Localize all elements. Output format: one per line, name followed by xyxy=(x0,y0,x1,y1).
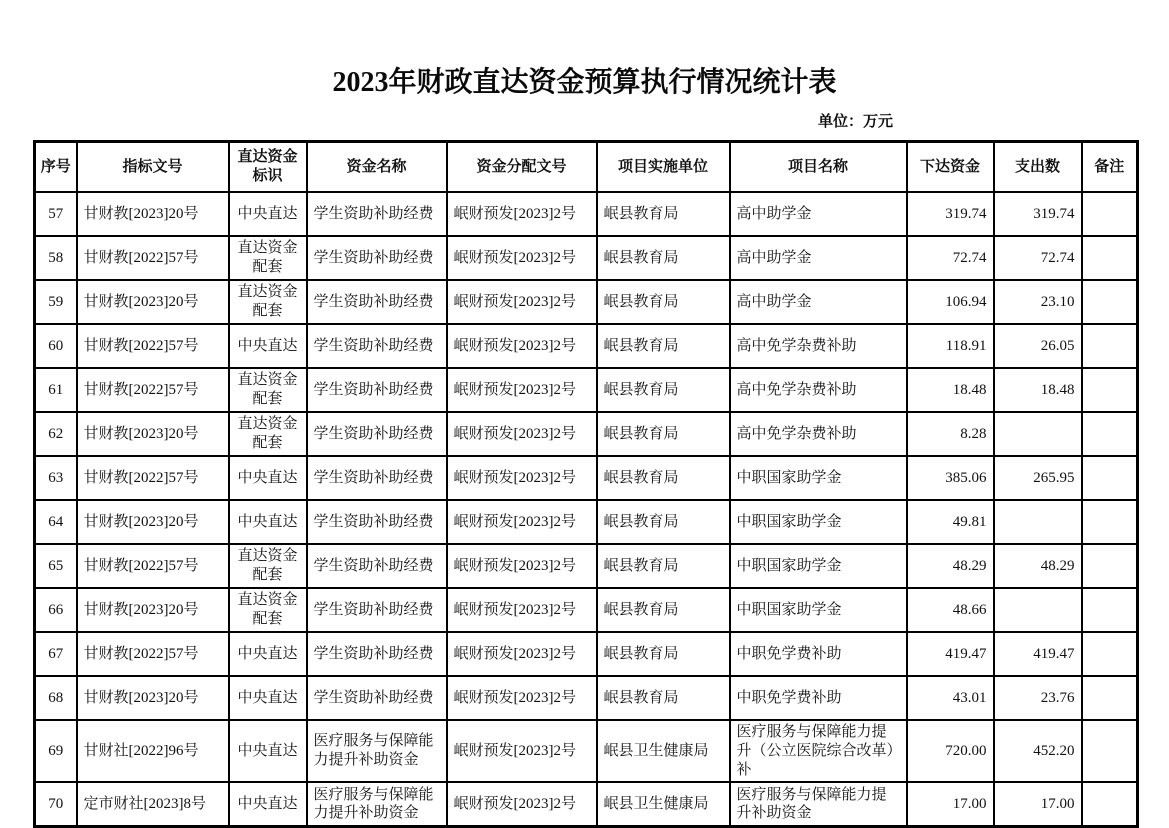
table-row xyxy=(35,324,1138,368)
cell-seq: 64 xyxy=(35,500,77,544)
table-row xyxy=(35,500,1138,544)
cell-impl-unit: 岷县教育局 xyxy=(597,368,730,412)
cell-allocated: 118.91 xyxy=(907,324,994,368)
cell-fund-name: 学生资助补助经费 xyxy=(307,544,447,588)
cell-alloc-doc-no: 岷财预发[2023]2号 xyxy=(447,720,597,782)
cell-doc-no: 甘财教[2023]20号 xyxy=(77,588,229,632)
cell-alloc-doc-no: 岷财预发[2023]2号 xyxy=(447,236,597,280)
cell-doc-no: 甘财教[2022]57号 xyxy=(77,544,229,588)
cell-impl-unit: 岷县教育局 xyxy=(597,280,730,324)
cell-fund-flag: 中央直达 xyxy=(229,500,307,544)
cell-project-name: 医疗服务与保障能力提升（公立医院综合改革）补 xyxy=(730,720,907,782)
cell-fund-flag: 中央直达 xyxy=(229,192,307,236)
cell-remark xyxy=(1082,782,1138,827)
table-row xyxy=(35,280,1138,324)
cell-allocated: 106.94 xyxy=(907,280,994,324)
cell-seq: 69 xyxy=(35,720,77,782)
cell-alloc-doc-no: 岷财预发[2023]2号 xyxy=(447,544,597,588)
table-row xyxy=(35,720,1138,782)
cell-fund-name: 学生资助补助经费 xyxy=(307,500,447,544)
cell-seq: 68 xyxy=(35,676,77,720)
cell-doc-no: 甘财教[2023]20号 xyxy=(77,412,229,456)
statistics-table xyxy=(33,140,1139,828)
cell-impl-unit: 岷县教育局 xyxy=(597,544,730,588)
cell-fund-name: 医疗服务与保障能力提升补助资金 xyxy=(307,720,447,782)
cell-remark xyxy=(1082,368,1138,412)
cell-spent: 26.05 xyxy=(994,324,1082,368)
cell-project-name: 中职免学费补助 xyxy=(730,676,907,720)
cell-alloc-doc-no: 岷财预发[2023]2号 xyxy=(447,324,597,368)
cell-doc-no: 甘财教[2023]20号 xyxy=(77,500,229,544)
cell-seq: 58 xyxy=(35,236,77,280)
cell-fund-name: 学生资助补助经费 xyxy=(307,588,447,632)
cell-spent xyxy=(994,588,1082,632)
col-header-allocated: 下达资金 xyxy=(907,142,994,193)
cell-remark xyxy=(1082,676,1138,720)
cell-impl-unit: 岷县教育局 xyxy=(597,236,730,280)
cell-spent: 23.10 xyxy=(994,280,1082,324)
cell-seq: 67 xyxy=(35,632,77,676)
cell-spent: 319.74 xyxy=(994,192,1082,236)
cell-seq: 63 xyxy=(35,456,77,500)
cell-allocated: 17.00 xyxy=(907,782,994,827)
cell-doc-no: 甘财教[2022]57号 xyxy=(77,324,229,368)
cell-spent: 419.47 xyxy=(994,632,1082,676)
cell-fund-flag: 中央直达 xyxy=(229,632,307,676)
cell-seq: 66 xyxy=(35,588,77,632)
cell-remark xyxy=(1082,412,1138,456)
cell-impl-unit: 岷县教育局 xyxy=(597,456,730,500)
cell-doc-no: 甘财教[2023]20号 xyxy=(77,676,229,720)
cell-project-name: 高中助学金 xyxy=(730,236,907,280)
unit-label: 单位：万元 xyxy=(818,114,894,130)
cell-project-name: 高中免学杂费补助 xyxy=(730,368,907,412)
cell-project-name: 中职免学费补助 xyxy=(730,632,907,676)
cell-allocated: 48.66 xyxy=(907,588,994,632)
table-row xyxy=(35,676,1138,720)
cell-remark xyxy=(1082,500,1138,544)
col-header-remark: 备注 xyxy=(1082,142,1138,193)
cell-remark xyxy=(1082,280,1138,324)
cell-impl-unit: 岷县教育局 xyxy=(597,500,730,544)
cell-fund-name: 医疗服务与保障能力提升补助资金 xyxy=(307,782,447,827)
cell-doc-no: 定市财社[2023]8号 xyxy=(77,782,229,827)
table-row xyxy=(35,368,1138,412)
cell-fund-flag: 直达资金配套 xyxy=(229,412,307,456)
cell-impl-unit: 岷县教育局 xyxy=(597,192,730,236)
cell-allocated: 385.06 xyxy=(907,456,994,500)
cell-remark xyxy=(1082,192,1138,236)
cell-doc-no: 甘财教[2022]57号 xyxy=(77,368,229,412)
cell-fund-name: 学生资助补助经费 xyxy=(307,368,447,412)
cell-fund-flag: 中央直达 xyxy=(229,456,307,500)
cell-alloc-doc-no: 岷财预发[2023]2号 xyxy=(447,632,597,676)
cell-seq: 70 xyxy=(35,782,77,827)
cell-fund-flag: 直达资金配套 xyxy=(229,280,307,324)
cell-alloc-doc-no: 岷财预发[2023]2号 xyxy=(447,280,597,324)
cell-fund-flag: 中央直达 xyxy=(229,782,307,827)
cell-spent: 48.29 xyxy=(994,544,1082,588)
cell-remark xyxy=(1082,544,1138,588)
cell-alloc-doc-no: 岷财预发[2023]2号 xyxy=(447,782,597,827)
table-row xyxy=(35,632,1138,676)
col-header-fund-name: 资金名称 xyxy=(307,142,447,193)
cell-project-name: 高中助学金 xyxy=(730,192,907,236)
cell-impl-unit: 岷县教育局 xyxy=(597,324,730,368)
table-row xyxy=(35,236,1138,280)
cell-seq: 62 xyxy=(35,412,77,456)
cell-remark xyxy=(1082,588,1138,632)
cell-project-name: 医疗服务与保障能力提升补助资金 xyxy=(730,782,907,827)
cell-remark xyxy=(1082,632,1138,676)
col-header-doc-no: 指标文号 xyxy=(77,142,229,193)
table-row xyxy=(35,544,1138,588)
table-row xyxy=(35,456,1138,500)
cell-impl-unit: 岷县教育局 xyxy=(597,632,730,676)
cell-allocated: 720.00 xyxy=(907,720,994,782)
cell-spent: 452.20 xyxy=(994,720,1082,782)
cell-spent: 265.95 xyxy=(994,456,1082,500)
cell-allocated: 18.48 xyxy=(907,368,994,412)
cell-alloc-doc-no: 岷财预发[2023]2号 xyxy=(447,456,597,500)
cell-allocated: 72.74 xyxy=(907,236,994,280)
cell-impl-unit: 岷县教育局 xyxy=(597,412,730,456)
cell-fund-flag: 直达资金配套 xyxy=(229,368,307,412)
cell-allocated: 43.01 xyxy=(907,676,994,720)
cell-fund-flag: 直达资金配套 xyxy=(229,544,307,588)
cell-alloc-doc-no: 岷财预发[2023]2号 xyxy=(447,588,597,632)
cell-fund-name: 学生资助补助经费 xyxy=(307,324,447,368)
cell-alloc-doc-no: 岷财预发[2023]2号 xyxy=(447,676,597,720)
cell-remark xyxy=(1082,720,1138,782)
cell-fund-name: 学生资助补助经费 xyxy=(307,412,447,456)
cell-fund-flag: 中央直达 xyxy=(229,720,307,782)
cell-spent: 72.74 xyxy=(994,236,1082,280)
cell-fund-name: 学生资助补助经费 xyxy=(307,192,447,236)
cell-fund-flag: 中央直达 xyxy=(229,676,307,720)
cell-spent: 23.76 xyxy=(994,676,1082,720)
cell-spent: 18.48 xyxy=(994,368,1082,412)
table-row xyxy=(35,412,1138,456)
cell-impl-unit: 岷县卫生健康局 xyxy=(597,782,730,827)
col-header-fund-flag: 直达资金标识 xyxy=(229,142,307,193)
cell-fund-name: 学生资助补助经费 xyxy=(307,676,447,720)
table-row xyxy=(35,588,1138,632)
cell-allocated: 48.29 xyxy=(907,544,994,588)
cell-remark xyxy=(1082,236,1138,280)
cell-doc-no: 甘财教[2022]57号 xyxy=(77,632,229,676)
cell-fund-name: 学生资助补助经费 xyxy=(307,236,447,280)
col-header-spent: 支出数 xyxy=(994,142,1082,193)
cell-allocated: 419.47 xyxy=(907,632,994,676)
cell-project-name: 高中免学杂费补助 xyxy=(730,412,907,456)
cell-impl-unit: 岷县卫生健康局 xyxy=(597,720,730,782)
cell-project-name: 中职国家助学金 xyxy=(730,500,907,544)
cell-project-name: 高中免学杂费补助 xyxy=(730,324,907,368)
table-header-row xyxy=(35,142,1138,193)
cell-fund-flag: 直达资金配套 xyxy=(229,588,307,632)
cell-project-name: 中职国家助学金 xyxy=(730,588,907,632)
cell-seq: 59 xyxy=(35,280,77,324)
cell-allocated: 8.28 xyxy=(907,412,994,456)
cell-doc-no: 甘财教[2023]20号 xyxy=(77,192,229,236)
cell-alloc-doc-no: 岷财预发[2023]2号 xyxy=(447,412,597,456)
cell-alloc-doc-no: 岷财预发[2023]2号 xyxy=(447,368,597,412)
cell-seq: 60 xyxy=(35,324,77,368)
cell-doc-no: 甘财教[2023]20号 xyxy=(77,280,229,324)
cell-project-name: 高中助学金 xyxy=(730,280,907,324)
cell-project-name: 中职国家助学金 xyxy=(730,544,907,588)
cell-impl-unit: 岷县教育局 xyxy=(597,676,730,720)
cell-spent: 17.00 xyxy=(994,782,1082,827)
cell-doc-no: 甘财教[2022]57号 xyxy=(77,236,229,280)
table-row xyxy=(35,192,1138,236)
cell-remark xyxy=(1082,456,1138,500)
table-row xyxy=(35,782,1138,827)
cell-allocated: 49.81 xyxy=(907,500,994,544)
cell-doc-no: 甘财社[2022]96号 xyxy=(77,720,229,782)
col-header-seq: 序号 xyxy=(35,142,77,193)
col-header-impl-unit: 项目实施单位 xyxy=(597,142,730,193)
cell-remark xyxy=(1082,324,1138,368)
cell-impl-unit: 岷县教育局 xyxy=(597,588,730,632)
col-header-alloc-doc-no: 资金分配文号 xyxy=(447,142,597,193)
page-title: 2023年财政直达资金预算执行情况统计表 xyxy=(332,67,837,98)
cell-alloc-doc-no: 岷财预发[2023]2号 xyxy=(447,192,597,236)
cell-fund-flag: 中央直达 xyxy=(229,324,307,368)
cell-project-name: 中职国家助学金 xyxy=(730,456,907,500)
cell-seq: 61 xyxy=(35,368,77,412)
cell-fund-name: 学生资助补助经费 xyxy=(307,280,447,324)
cell-fund-flag: 直达资金配套 xyxy=(229,236,307,280)
col-header-project-name: 项目名称 xyxy=(730,142,907,193)
cell-seq: 65 xyxy=(35,544,77,588)
cell-seq: 57 xyxy=(35,192,77,236)
cell-spent xyxy=(994,500,1082,544)
cell-fund-name: 学生资助补助经费 xyxy=(307,632,447,676)
cell-doc-no: 甘财教[2022]57号 xyxy=(77,456,229,500)
cell-fund-name: 学生资助补助经费 xyxy=(307,456,447,500)
cell-alloc-doc-no: 岷财预发[2023]2号 xyxy=(447,500,597,544)
cell-spent xyxy=(994,412,1082,456)
cell-allocated: 319.74 xyxy=(907,192,994,236)
